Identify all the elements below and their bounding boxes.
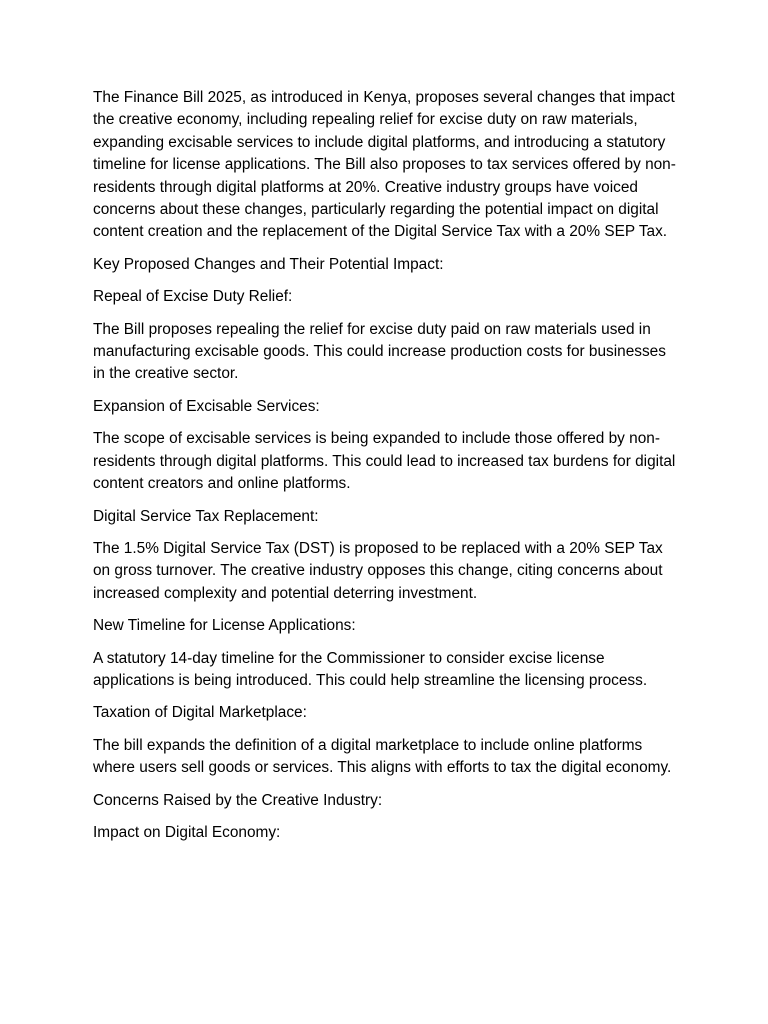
paragraph-excise-relief: The Bill proposes repealing the relief for excise duty paid on raw materials used in manufacturing excisable goods. This could increase production costs for businesses in the creative sector. bbox=[93, 320, 666, 383]
paragraph-digital-marketplace: The bill expands the definition of a digital marketplace to include online platforms where users sell goods or services. This aligns with efforts to tax the digital economy. bbox=[93, 736, 672, 777]
section-heading-key-changes: Key Proposed Changes and Their Potential Impact: bbox=[93, 255, 444, 273]
paragraph-excisable-services: The scope of excisable services is being expanded to include those offered by non-residents through digital platforms. This could lead to increased tax burdens for digital content creators and online platforms. bbox=[93, 430, 676, 493]
subheading-license-timeline: New Timeline for License Applications: bbox=[93, 617, 356, 635]
section-heading-concerns: Concerns Raised by the Creative Industry: bbox=[93, 791, 383, 809]
paragraph-dst-replacement: The 1.5% Digital Service Tax (DST) is proposed to be replaced with a 20% SEP Tax on gross turnover. The creative industry opposes this change, citing concerns about increased complexity and potential deterring investment. bbox=[93, 539, 663, 602]
subheading-dst-replacement: Digital Service Tax Replacement: bbox=[93, 507, 319, 525]
subheading-excisable-services: Expansion of Excisable Services: bbox=[93, 397, 320, 415]
document-body bbox=[93, 87, 678, 854]
paragraph-license-timeline: A statutory 14-day timeline for the Commissioner to consider excise license applications is being introduced. This could help streamline the licensing process. bbox=[93, 649, 648, 689]
intro-paragraph: The Finance Bill 2025, as introduced in Kenya, proposes several changes that impact the creative economy, including repealing relief for excise duty on raw materials, expanding excisable services to include digital platforms, and introducing a statutory timeline for license applications. The Bill also proposes to tax services offered by non-residents through digital platforms at 20%. Creative industry groups have voiced concerns about these changes, particularly regarding the potential impact on digital content creation and the replacement of the Digital Service Tax with a 20% SEP Tax. bbox=[93, 89, 676, 241]
subheading-digital-economy: Impact on Digital Economy: bbox=[93, 823, 281, 841]
subheading-digital-marketplace: Taxation of Digital Marketplace: bbox=[93, 704, 307, 722]
subheading-excise-relief: Repeal of Excise Duty Relief: bbox=[93, 288, 293, 306]
